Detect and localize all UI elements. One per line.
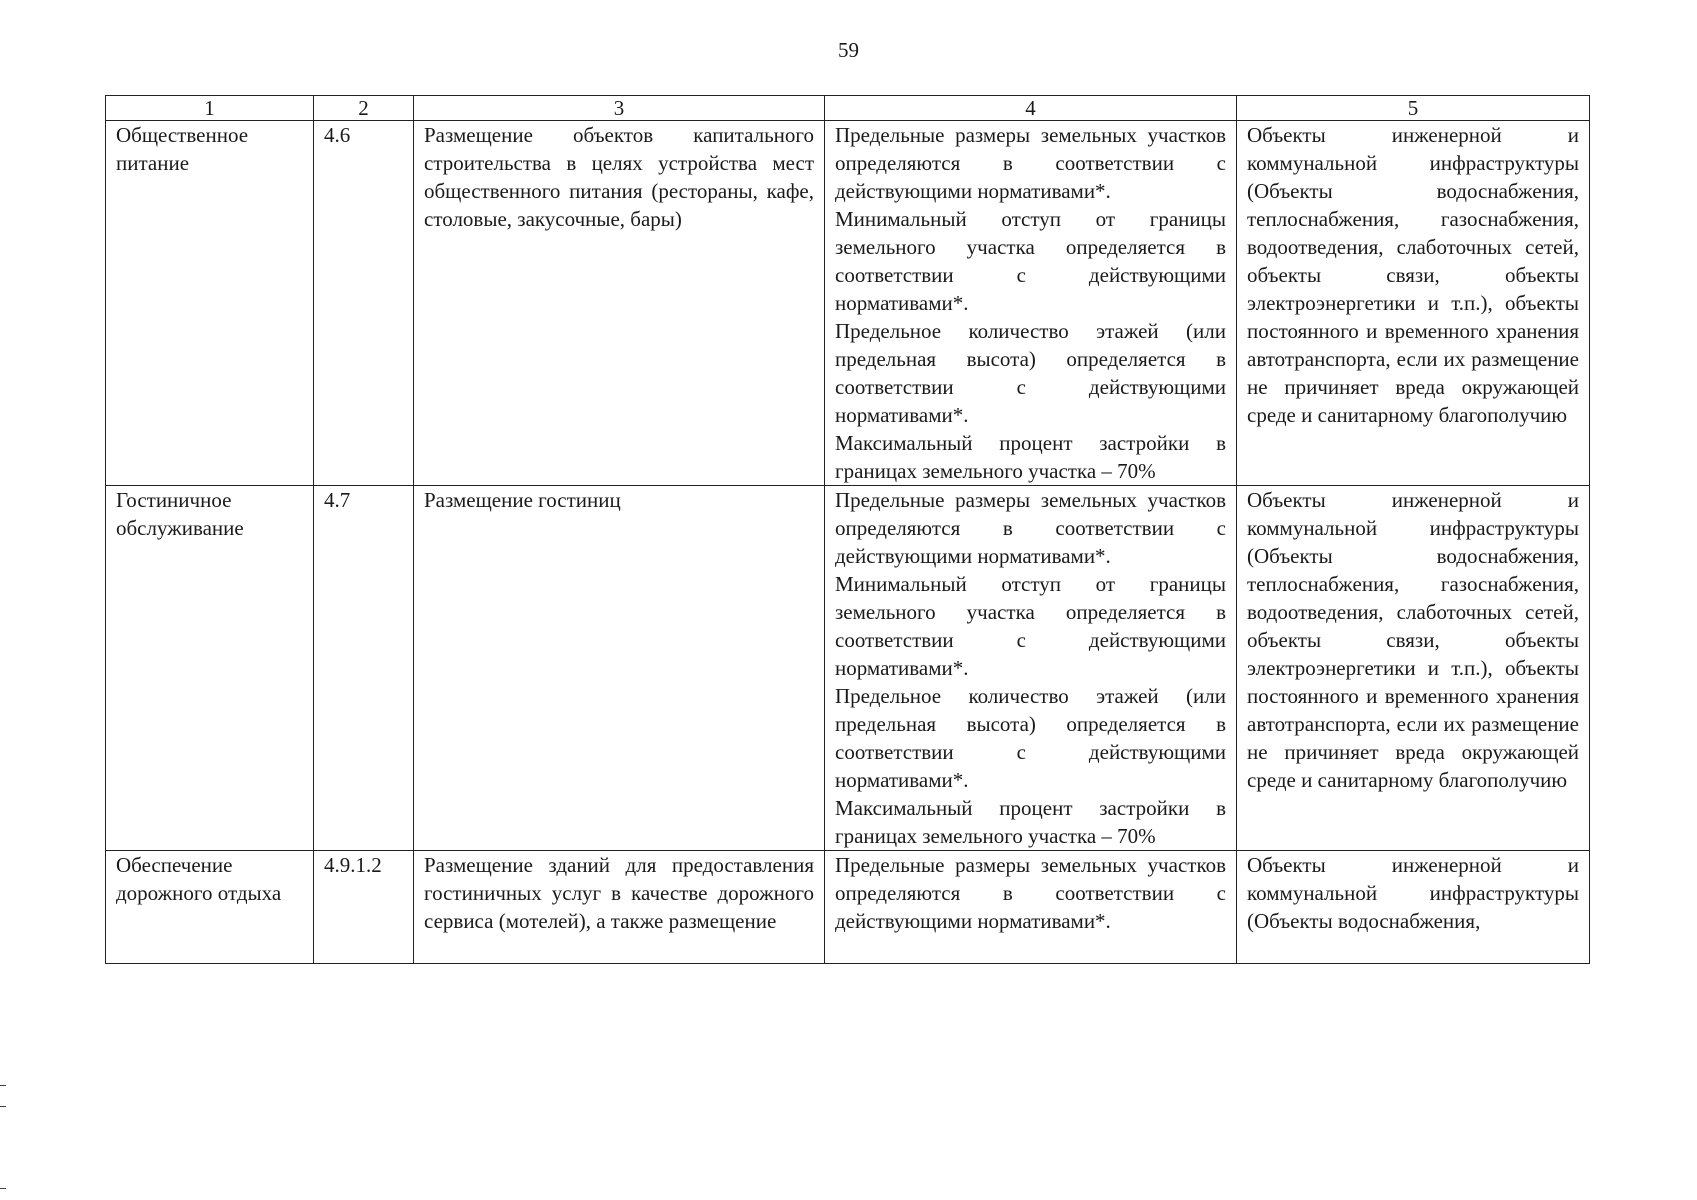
header-col-3: 3 [414, 96, 825, 121]
use-code [314, 851, 414, 964]
binding-mark [0, 1085, 6, 1107]
param-text: Предельное количество этажей (или предельная высота) определяется в соответствии с действующими нормативами*. [835, 319, 1226, 427]
use-description: Размещение гостиниц [414, 486, 825, 851]
param-text: Предельное количество этажей (или предельная высота) определяется в соответствии с действующими нормативами*. [835, 684, 1226, 792]
use-code: 4.6 [314, 121, 414, 486]
use-name: Гостиничное обслуживание [106, 486, 314, 851]
use-description: Размещение объектов капитального строительства в целях устройства мест общественного питания (рестораны, кафе, столовые, закусочные, бары) [414, 121, 825, 486]
param-text: Минимальный отступ от границы земельного участка определяется в соответствии с действующими нормативами*. [835, 572, 1226, 680]
param-text: Предельные размеры земельных участков определяются в соответствии с действующими нормативами*. [835, 123, 1226, 203]
use-description [414, 851, 825, 964]
header-col-5: 5 [1237, 96, 1590, 121]
header-col-1: 1 [106, 96, 314, 121]
table-row [106, 851, 1590, 964]
param-text: Максимальный процент застройки в границах земельного участка – 70% [835, 796, 1226, 848]
auxiliary-uses: Объекты инженерной и коммунальной инфраструктуры (Объекты водоснабжения, теплоснабжения, газоснабжения, водоотведения, слаботочных сетей, объекты связи, объекты электроэнергетики и т.п.), объекты постоянного и временного хранения автотранспорта, если их размещение не причиняет вреда окружающей среде и санитарному благополучию [1237, 486, 1590, 851]
use-code: 4.7 [314, 486, 414, 851]
header-col-4: 4 [825, 96, 1237, 121]
header-row [106, 96, 1590, 121]
use-name: Общественное питание [106, 121, 314, 486]
param-text: Минимальный отступ от границы земельного участка определяется в соответствии с действующими нормативами*. [835, 207, 1226, 315]
cell-text: Обеспечение дорожного отдыха [116, 853, 282, 905]
auxiliary-uses [1237, 851, 1590, 964]
table-row [106, 486, 1590, 851]
use-parameters [825, 851, 1237, 964]
header-col-2: 2 [314, 96, 414, 121]
use-parameters [825, 486, 1237, 851]
page-number: 59 [838, 38, 859, 62]
auxiliary-uses: Объекты инженерной и коммунальной инфраструктуры (Объекты водоснабжения, теплоснабжения, газоснабжения, водоотведения, слаботочных сетей, объекты связи, объекты электроэнергетики и т.п.), объекты постоянного и временного хранения автотранспорта, если их размещение не причиняет вреда окружающей среде и санитарному благополучию [1237, 121, 1590, 486]
cell-text: Объекты инженерной и коммунальной инфраструктуры (Объекты водоснабжения, [1247, 853, 1579, 933]
param-text: Предельные размеры земельных участков определяются в соответствии с действующими нормативами*. [835, 488, 1226, 568]
param-text: Максимальный процент застройки в границах земельного участка – 70% [835, 431, 1226, 483]
zoning-table [105, 95, 1590, 964]
cell-text: 4.9.1.2 [324, 853, 382, 877]
use-name [106, 851, 314, 964]
use-parameters [825, 121, 1237, 486]
cell-text: Размещение зданий для предоставления гостиничных услуг в качестве дорожного сервиса (мотелей), а также размещение [424, 853, 814, 933]
table-row [106, 121, 1590, 486]
binding-tick [0, 1188, 6, 1189]
cell-text: Предельные размеры земельных участков определяются в соответствии с действующими нормативами*. [835, 853, 1226, 933]
